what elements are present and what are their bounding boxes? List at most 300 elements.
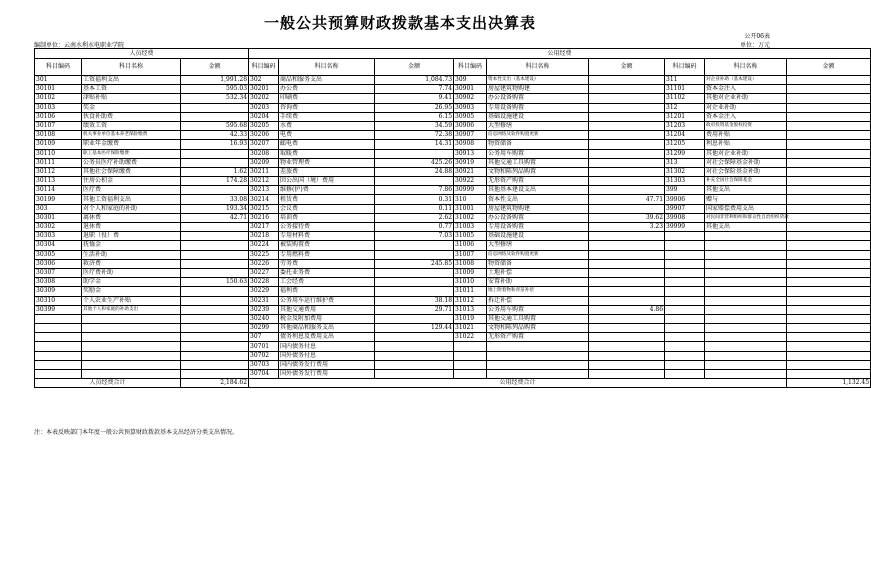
subject-code bbox=[665, 232, 705, 241]
subject-code: 303 bbox=[35, 204, 82, 213]
subject-code: 30703 bbox=[249, 360, 279, 369]
amount bbox=[589, 103, 665, 112]
subject-code: 30299 bbox=[249, 324, 279, 333]
subject-name bbox=[705, 351, 787, 360]
subject-code bbox=[454, 351, 487, 360]
amount bbox=[375, 314, 454, 323]
subject-code: 30216 bbox=[249, 213, 279, 222]
subject-name bbox=[705, 241, 787, 250]
table-row bbox=[35, 259, 871, 268]
subject-code: 30215 bbox=[249, 204, 279, 213]
column-header: 金额 bbox=[375, 59, 454, 76]
subject-code: 30107 bbox=[35, 121, 82, 130]
subject-code bbox=[665, 333, 705, 342]
subject-name: 补充全国社会保障基金 bbox=[705, 177, 787, 186]
amount bbox=[181, 250, 249, 259]
organization-label: 编制单位：云南水利水电职业学院 bbox=[34, 42, 125, 49]
table-row bbox=[35, 158, 871, 167]
subject-name bbox=[705, 268, 787, 277]
subject-code: 31006 bbox=[454, 241, 487, 250]
subject-name: 费用补贴 bbox=[705, 131, 787, 140]
subject-name: 救济费 bbox=[82, 259, 181, 268]
subject-name: 其他商品和服务支出 bbox=[279, 324, 375, 333]
amount bbox=[181, 158, 249, 167]
amount: 129.44 bbox=[375, 324, 454, 333]
subject-name: 医疗费补助 bbox=[82, 268, 181, 277]
subject-name bbox=[705, 370, 787, 379]
subject-code: 399 bbox=[665, 186, 705, 195]
subject-code: 30309 bbox=[35, 287, 82, 296]
table-row bbox=[35, 296, 871, 305]
amount bbox=[375, 342, 454, 351]
subject-code: 30201 bbox=[249, 85, 279, 94]
amount bbox=[787, 351, 871, 360]
table-row bbox=[35, 287, 871, 296]
amount bbox=[181, 149, 249, 158]
subject-code: 30101 bbox=[35, 85, 82, 94]
amount: 26.95 bbox=[375, 103, 454, 112]
column-header: 科目编码 bbox=[35, 59, 82, 76]
amount bbox=[181, 241, 249, 250]
subject-code bbox=[35, 351, 82, 360]
subject-code: 30908 bbox=[454, 140, 487, 149]
subject-name bbox=[82, 351, 181, 360]
subject-code bbox=[35, 324, 82, 333]
amount: 16.93 bbox=[181, 140, 249, 149]
amount bbox=[787, 287, 871, 296]
amount bbox=[787, 250, 871, 259]
amount bbox=[787, 149, 871, 158]
amount bbox=[181, 287, 249, 296]
subject-name: 拆迁补偿 bbox=[487, 296, 589, 305]
subject-code: 30301 bbox=[35, 213, 82, 222]
subject-code: 39999 bbox=[665, 223, 705, 232]
amount: 0.11 bbox=[375, 204, 454, 213]
subject-name: 绩效工资 bbox=[82, 121, 181, 130]
subject-code: 30307 bbox=[35, 268, 82, 277]
amount: 7.74 bbox=[375, 85, 454, 94]
subject-code bbox=[665, 351, 705, 360]
amount bbox=[589, 250, 665, 259]
amount bbox=[181, 103, 249, 112]
subject-name: 伙食补助费 bbox=[82, 112, 181, 121]
subject-code: 30206 bbox=[249, 131, 279, 140]
amount: 425.26 bbox=[375, 158, 454, 167]
subject-code: 30906 bbox=[454, 121, 487, 130]
subject-name: 专用设备购置 bbox=[487, 223, 589, 232]
amount: 4.86 bbox=[589, 305, 665, 314]
subject-name: 个人农业生产补贴 bbox=[82, 296, 181, 305]
subject-name: 其他交通费用 bbox=[279, 305, 375, 314]
subject-code bbox=[454, 360, 487, 369]
amount bbox=[589, 149, 665, 158]
subject-code: 31201 bbox=[665, 112, 705, 121]
subject-code: 30106 bbox=[35, 112, 82, 121]
amount bbox=[375, 333, 454, 342]
subject-name: 信息网络及软件购置更新 bbox=[487, 250, 589, 259]
subject-name: 职工基本医疗保险缴费 bbox=[82, 149, 181, 158]
subject-name: 办公设备购置 bbox=[487, 213, 589, 222]
subject-code: 30231 bbox=[249, 296, 279, 305]
table-row bbox=[35, 195, 871, 204]
subject-code: 30111 bbox=[35, 158, 82, 167]
subject-code: 30905 bbox=[454, 112, 487, 121]
subject-code: 30217 bbox=[249, 223, 279, 232]
amount bbox=[589, 131, 665, 140]
column-header: 金额 bbox=[787, 59, 871, 76]
subject-name: 水费 bbox=[279, 121, 375, 130]
table-row bbox=[35, 314, 871, 323]
subject-code: 30213 bbox=[249, 186, 279, 195]
subject-name bbox=[705, 287, 787, 296]
subject-name: 其他对企业补助 bbox=[705, 149, 787, 158]
subject-name: 无形资产购置 bbox=[487, 333, 589, 342]
amount bbox=[375, 149, 454, 158]
subject-code: 31019 bbox=[454, 314, 487, 323]
subject-name bbox=[705, 232, 787, 241]
amount bbox=[375, 370, 454, 379]
subject-name: 办公设备购置 bbox=[487, 94, 589, 103]
amount bbox=[787, 213, 871, 222]
subject-name bbox=[82, 360, 181, 369]
subject-code: 31003 bbox=[454, 223, 487, 232]
amount bbox=[787, 121, 871, 130]
subject-name bbox=[487, 360, 589, 369]
subject-code: 30110 bbox=[35, 149, 82, 158]
subject-code: 30304 bbox=[35, 241, 82, 250]
subject-code: 30303 bbox=[35, 232, 82, 241]
subject-code: 30112 bbox=[35, 167, 82, 176]
subject-code: 30305 bbox=[35, 250, 82, 259]
subject-name bbox=[705, 360, 787, 369]
subject-name: 福利费 bbox=[279, 287, 375, 296]
subject-name: 其他交通工具购置 bbox=[487, 314, 589, 323]
subject-name bbox=[705, 314, 787, 323]
table-row bbox=[35, 324, 871, 333]
amount bbox=[589, 241, 665, 250]
subject-code bbox=[665, 268, 705, 277]
subject-name: 公务员医疗补助缴费 bbox=[82, 158, 181, 167]
table-row bbox=[35, 131, 871, 140]
amount: 47.71 bbox=[589, 195, 665, 204]
amount: 174.28 bbox=[181, 177, 249, 186]
subject-code bbox=[454, 370, 487, 379]
amount bbox=[181, 351, 249, 360]
subject-code: 309 bbox=[454, 76, 487, 85]
amount bbox=[375, 278, 454, 287]
subject-name: 文物和陈列品购置 bbox=[487, 167, 589, 176]
subject-name: 因公出国（境）费用 bbox=[279, 177, 375, 186]
amount bbox=[181, 342, 249, 351]
subject-name bbox=[487, 351, 589, 360]
amount: 9.41 bbox=[375, 94, 454, 103]
subject-code: 30209 bbox=[249, 158, 279, 167]
subject-name: 大型修缮 bbox=[487, 241, 589, 250]
subject-name: 对企业补助（基本建设） bbox=[705, 76, 787, 85]
column-header: 金额 bbox=[589, 59, 665, 76]
amount bbox=[589, 351, 665, 360]
subject-code: 30203 bbox=[249, 103, 279, 112]
amount: 595.68 bbox=[181, 121, 249, 130]
amount: 34.59 bbox=[375, 121, 454, 130]
subject-code: 30205 bbox=[249, 121, 279, 130]
subject-code: 31011 bbox=[454, 287, 487, 296]
subject-name: 物业管理费 bbox=[279, 158, 375, 167]
subject-code: 31007 bbox=[454, 250, 487, 259]
amount bbox=[787, 305, 871, 314]
table-row bbox=[35, 177, 871, 186]
subject-code: 30102 bbox=[35, 94, 82, 103]
subject-code: 313 bbox=[665, 158, 705, 167]
subject-name: 物资储备 bbox=[487, 259, 589, 268]
amount bbox=[589, 314, 665, 323]
subject-code: 30907 bbox=[454, 131, 487, 140]
page-title: 一般公共预算财政拨款基本支出决算表 bbox=[263, 14, 536, 32]
subject-code bbox=[35, 360, 82, 369]
table-row bbox=[35, 360, 871, 369]
subject-code bbox=[665, 342, 705, 351]
personnel-total-value: 2,184.62 bbox=[181, 379, 249, 388]
subject-code: 30113 bbox=[35, 177, 82, 186]
subject-code: 39907 bbox=[665, 204, 705, 213]
subject-name: 其他个人和家庭的补助支出 bbox=[82, 305, 181, 314]
amount bbox=[589, 287, 665, 296]
subject-name: 物资储备 bbox=[487, 140, 589, 149]
subject-name: 其他支出 bbox=[705, 186, 787, 195]
amount bbox=[787, 360, 871, 369]
subject-name bbox=[705, 342, 787, 351]
subject-code bbox=[35, 314, 82, 323]
subject-name bbox=[82, 314, 181, 323]
amount bbox=[787, 296, 871, 305]
subject-name: 咨询费 bbox=[279, 103, 375, 112]
amount bbox=[181, 268, 249, 277]
amount bbox=[787, 342, 871, 351]
subject-name: 资本金注入 bbox=[705, 112, 787, 121]
subject-code: 30701 bbox=[249, 342, 279, 351]
subject-code bbox=[665, 370, 705, 379]
group-header-row bbox=[35, 49, 871, 59]
subject-code: 30202 bbox=[249, 94, 279, 103]
totals-row bbox=[35, 379, 871, 388]
amount bbox=[589, 333, 665, 342]
subject-code bbox=[35, 333, 82, 342]
amount: 33.08 bbox=[181, 195, 249, 204]
table-row bbox=[35, 278, 871, 287]
subject-name bbox=[705, 296, 787, 305]
subject-code: 30228 bbox=[249, 278, 279, 287]
amount bbox=[181, 324, 249, 333]
subject-name: 工会经费 bbox=[279, 278, 375, 287]
amount bbox=[181, 370, 249, 379]
subject-name: 职业年金缴费 bbox=[82, 140, 181, 149]
subject-name: 专用材料费 bbox=[279, 232, 375, 241]
subject-name: 基础设施建设 bbox=[487, 112, 589, 121]
table-row bbox=[35, 103, 871, 112]
amount bbox=[787, 76, 871, 85]
amount bbox=[589, 94, 665, 103]
form-number: 公开06表 bbox=[744, 33, 770, 40]
table-row bbox=[35, 85, 871, 94]
subject-name: 劳务费 bbox=[279, 259, 375, 268]
amount bbox=[589, 186, 665, 195]
amount bbox=[787, 85, 871, 94]
subject-name: 其他工资福利支出 bbox=[82, 195, 181, 204]
subject-code: 31001 bbox=[454, 204, 487, 213]
subject-code: 30225 bbox=[249, 250, 279, 259]
amount bbox=[589, 268, 665, 277]
subject-name: 利息补贴 bbox=[705, 140, 787, 149]
subject-code: 301 bbox=[35, 76, 82, 85]
subject-code bbox=[665, 259, 705, 268]
subject-name: 生活补助 bbox=[82, 250, 181, 259]
subject-name bbox=[82, 324, 181, 333]
subject-code: 31204 bbox=[665, 131, 705, 140]
subject-name bbox=[487, 370, 589, 379]
subject-code bbox=[665, 314, 705, 323]
subject-code: 311 bbox=[665, 76, 705, 85]
subject-code: 30114 bbox=[35, 186, 82, 195]
subject-name: 其他对企业补助 bbox=[705, 94, 787, 103]
subject-code bbox=[35, 370, 82, 379]
subject-code: 30306 bbox=[35, 259, 82, 268]
subject-code bbox=[665, 324, 705, 333]
column-header: 科目名称 bbox=[487, 59, 589, 76]
subject-name: 国外债务付息 bbox=[279, 351, 375, 360]
subject-name bbox=[705, 250, 787, 259]
amount bbox=[181, 259, 249, 268]
subject-name: 其他支出 bbox=[705, 223, 787, 232]
amount: 532.34 bbox=[181, 94, 249, 103]
subject-code: 31021 bbox=[454, 324, 487, 333]
amount bbox=[181, 314, 249, 323]
column-header: 科目编码 bbox=[665, 59, 705, 76]
subject-name: 对社会保险基金补助 bbox=[705, 167, 787, 176]
subject-code: 31102 bbox=[665, 94, 705, 103]
subject-name: 工资福利支出 bbox=[82, 76, 181, 85]
column-header: 科目编码 bbox=[454, 59, 487, 76]
subject-code: 31303 bbox=[665, 177, 705, 186]
amount bbox=[375, 351, 454, 360]
subject-name: 邮电费 bbox=[279, 140, 375, 149]
amount: 2.62 bbox=[375, 213, 454, 222]
subject-code: 30229 bbox=[249, 287, 279, 296]
footnote: 注：本表反映部门本年度一般公共预算财政拨款基本支出经济分类支出情况。 bbox=[34, 429, 239, 436]
amount bbox=[589, 85, 665, 94]
amount bbox=[787, 186, 871, 195]
subject-name: 大型修缮 bbox=[487, 121, 589, 130]
amount bbox=[787, 259, 871, 268]
subject-code: 31299 bbox=[665, 149, 705, 158]
table-row bbox=[35, 250, 871, 259]
subject-code bbox=[454, 342, 487, 351]
amount bbox=[181, 296, 249, 305]
table-row bbox=[35, 94, 871, 103]
table-row bbox=[35, 121, 871, 130]
subject-name bbox=[705, 333, 787, 342]
subject-code: 30922 bbox=[454, 177, 487, 186]
subject-name: 文物和陈列品购置 bbox=[487, 324, 589, 333]
amount bbox=[375, 241, 454, 250]
subject-name: 其他交通工具购置 bbox=[487, 158, 589, 167]
subject-name: 办公费 bbox=[279, 85, 375, 94]
subject-code: 30199 bbox=[35, 195, 82, 204]
subject-name: 国外债务发行费用 bbox=[279, 370, 375, 379]
table-row bbox=[35, 241, 871, 250]
column-header: 金额 bbox=[181, 59, 249, 76]
column-header: 科目名称 bbox=[279, 59, 375, 76]
subject-code: 30109 bbox=[35, 140, 82, 149]
subject-name: 被装购置费 bbox=[279, 241, 375, 250]
subject-code: 310 bbox=[454, 195, 487, 204]
subject-code bbox=[665, 278, 705, 287]
subject-name: 无形资产购置 bbox=[487, 177, 589, 186]
subject-code bbox=[665, 241, 705, 250]
amount bbox=[375, 177, 454, 186]
subject-name: 退职（役）费 bbox=[82, 232, 181, 241]
subject-name: 政府投资基金股权投资 bbox=[705, 121, 787, 130]
subject-name bbox=[705, 324, 787, 333]
subject-code: 30903 bbox=[454, 103, 487, 112]
subject-code: 30921 bbox=[454, 167, 487, 176]
subject-name: 基本工资 bbox=[82, 85, 181, 94]
subject-code: 31013 bbox=[454, 305, 487, 314]
subject-name: 土地补偿 bbox=[487, 268, 589, 277]
subject-code: 30204 bbox=[249, 112, 279, 121]
amount bbox=[787, 112, 871, 121]
subject-name: 专用燃料费 bbox=[279, 250, 375, 259]
subject-code: 31022 bbox=[454, 333, 487, 342]
subject-name: 机关事业单位基本养老保险缴费 bbox=[82, 131, 181, 140]
subject-code: 312 bbox=[665, 103, 705, 112]
table-row bbox=[35, 351, 871, 360]
subject-code bbox=[35, 342, 82, 351]
table-row bbox=[35, 370, 871, 379]
subject-code: 302 bbox=[249, 76, 279, 85]
amount bbox=[589, 278, 665, 287]
amount bbox=[787, 370, 871, 379]
amount: 6.15 bbox=[375, 112, 454, 121]
table-row bbox=[35, 186, 871, 195]
table-row bbox=[35, 204, 871, 213]
subject-name: 其他基本建设支出 bbox=[487, 186, 589, 195]
subject-code: 30211 bbox=[249, 167, 279, 176]
subject-code: 39908 bbox=[665, 213, 705, 222]
subject-code: 30704 bbox=[249, 370, 279, 379]
amount: 14.31 bbox=[375, 140, 454, 149]
amount bbox=[181, 360, 249, 369]
subject-name: 信息网络及软件购置更新 bbox=[487, 131, 589, 140]
subject-code: 31205 bbox=[665, 140, 705, 149]
expenditure-table bbox=[34, 48, 871, 388]
subject-name: 房屋建筑物购建 bbox=[487, 85, 589, 94]
subject-name bbox=[487, 342, 589, 351]
table-row bbox=[35, 149, 871, 158]
subject-code: 307 bbox=[249, 333, 279, 342]
subject-name: 医疗费 bbox=[82, 186, 181, 195]
subject-name: 国内债务付息 bbox=[279, 342, 375, 351]
subject-name: 商品和服务支出 bbox=[279, 76, 375, 85]
column-header: 科目编码 bbox=[249, 59, 279, 76]
amount bbox=[589, 360, 665, 369]
amount: 39.62 bbox=[589, 213, 665, 222]
amount: 595.03 bbox=[181, 85, 249, 94]
subject-name: 其他社会保障缴费 bbox=[82, 167, 181, 176]
group-public: 公用经费 bbox=[249, 49, 871, 59]
amount: 24.88 bbox=[375, 167, 454, 176]
amount bbox=[181, 186, 249, 195]
amount bbox=[589, 232, 665, 241]
